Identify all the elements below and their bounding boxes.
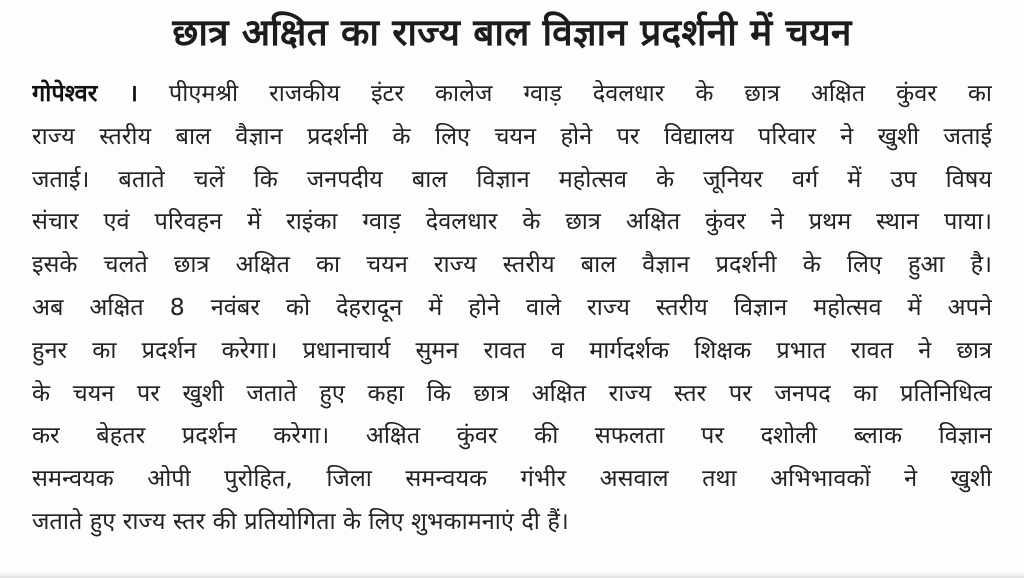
article-line-1 (32, 72, 992, 115)
clipping-bottom-edge (0, 572, 1024, 578)
article-body (32, 72, 992, 543)
article-line-7: हुनर का प्रदर्शन करेगा। प्रधानाचार्य सुमन रावत व मार्गदर्शक शिक्षक प्रभात रावत ने छात्र (32, 335, 992, 364)
dateline: गोपेश्वर । (32, 79, 138, 107)
article-line-8: के चयन पर खुशी जताते हुए कहा कि छात्र अक्षित राज्य स्तर पर जनपद का प्रतिनिधित्व (32, 378, 992, 407)
article-line-4: संचार एवं परिवहन में राइंका ग्वाड़ देवलधार के छात्र अक्षित कुंवर ने प्रथम स्थान पाया। (32, 207, 992, 236)
article-line-11: जताते हुए राज्य स्तर की प्रतियोगिता के लिए शुभकामनाएं दी हैं। (32, 506, 569, 535)
article-line-5: इसके चलते छात्र अक्षित का चयन राज्य स्तरीय बाल वैज्ञान प्रदर्शनी के लिए हुआ है। (32, 250, 992, 279)
article-line-2: राज्य स्तरीय बाल वैज्ञान प्रदर्शनी के लिए चयन होने पर विद्यालय परिवार ने खुशी जताई (32, 121, 992, 150)
article-line-3: जताई। बताते चलें कि जनपदीय बाल विज्ञान महोत्सव के जूनियर वर्ग में उप विषय (32, 164, 992, 193)
headline: छात्र अक्षित का राज्य बाल विज्ञान प्रदर्शनी में चयन (172, 11, 852, 54)
article-line-9: कर बेहतर प्रदर्शन करेगा। अक्षित कुंवर की सफलता पर दशोली ब्लाक विज्ञान (32, 421, 992, 450)
article-line-1-text: पीएमश्री राजकीय इंटर कालेज ग्वाड़ देवलधार के छात्र अक्षित कुंवर का (137, 79, 992, 107)
article-line-6: अब अक्षित 8 नवंबर को देहरादून में होने वाले राज्य स्तरीय विज्ञान महोत्सव में अपने (32, 292, 992, 321)
article-line-10: समन्वयक ओपी पुरोहित, जिला समन्वयक गंभीर असवाल तथा अभिभावकों ने खुशी (32, 464, 992, 493)
